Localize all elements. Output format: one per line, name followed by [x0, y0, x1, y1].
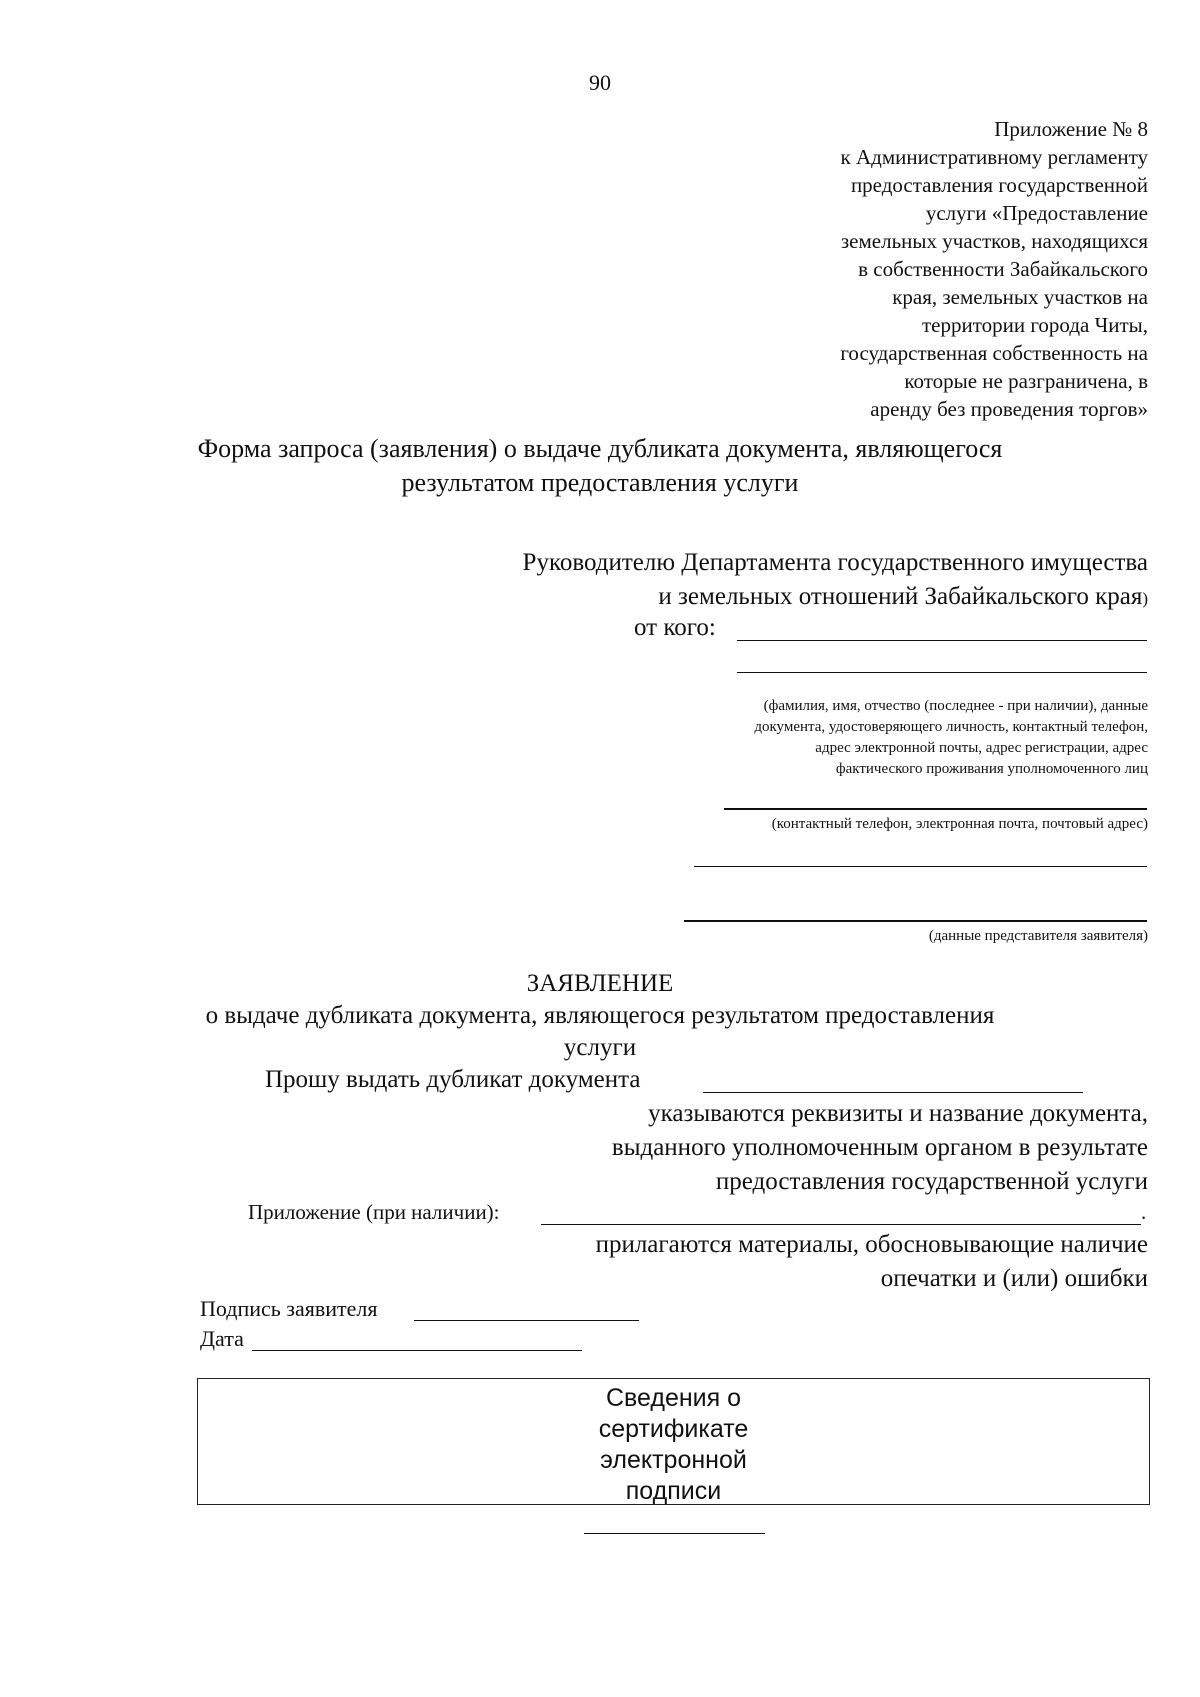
applicant-hint-line: документа, удостоверяющего личность, контактный телефон,	[754, 719, 1148, 735]
appendix-line: предоставления государственной	[850, 173, 1148, 197]
attachment-hint-line: прилагаются материалы, обосновывающие наличие	[595, 1231, 1148, 1258]
addressee-line2: и земельных отношений Забайкальского края	[658, 583, 1143, 610]
applicant-hint-line: адрес электронной почты, адрес регистрации, адрес	[815, 740, 1148, 756]
attachment-hint	[348, 1228, 1148, 1296]
appendix-line: аренду без проведения торгов»	[870, 397, 1148, 421]
closing-divider	[584, 1533, 765, 1534]
from-input-line-1[interactable]	[737, 640, 1147, 641]
request-hint-line: предоставления государственной услуги	[715, 1168, 1148, 1195]
appendix-line: края, земельных участков на	[892, 285, 1148, 309]
attachment-end: .	[1141, 1200, 1147, 1224]
request-hint	[348, 1097, 1148, 1199]
appendix-line: государственная собственность на	[840, 341, 1148, 365]
applicant-hint-line: фактического проживания уполномоченного лиц	[835, 761, 1148, 777]
applicant-hint	[628, 696, 1148, 780]
appendix-line: к Административному регламенту	[840, 145, 1148, 169]
appendix-line: Приложение № 8	[994, 117, 1148, 141]
form-title-line1: Форма запроса (заявления) о выдаче дубликата документа, являющегося	[197, 434, 1003, 463]
contact-hint: (контактный телефон, электронная почта, почтовый адрес)	[771, 816, 1148, 832]
from-label: от кого:	[634, 614, 716, 641]
attachment-hint-line: опечатки и (или) ошибки	[880, 1265, 1148, 1292]
appendix-line: в собственности Забайкальского	[858, 257, 1148, 281]
certificate-line: подписи	[625, 1477, 722, 1505]
appendix-line: которые не разграничена, в	[904, 369, 1148, 393]
statement-heading: ЗАЯВЛЕНИЕ	[526, 970, 674, 997]
appendix-line: земельных участков, находящихся	[840, 229, 1148, 253]
addressee-line2-suffix: )	[1142, 589, 1148, 608]
representative-hint: (данные представителя заявителя)	[928, 928, 1148, 944]
certificate-box	[197, 1378, 1150, 1505]
addressee-block	[248, 546, 1148, 616]
certificate-line: электронной	[600, 1446, 747, 1474]
appendix-line: услуги «Предоставление	[925, 201, 1148, 225]
addressee-line2-wrap	[248, 580, 1148, 616]
contact-input-line[interactable]	[724, 808, 1147, 810]
form-title-line2: результатом предоставления услуги	[401, 468, 799, 497]
from-input-line-2[interactable]	[737, 672, 1147, 673]
signature-input-line[interactable]	[414, 1320, 639, 1321]
addressee-line1: Руководителю Департамента государственного имущества	[522, 549, 1148, 576]
request-hint-line: указываются реквизиты и название документа,	[648, 1100, 1148, 1127]
signature-label: Подпись заявителя	[200, 1296, 378, 1321]
statement-subtitle-line1: о выдаче дубликата документа, являющегося результатом предоставления	[205, 1002, 995, 1029]
date-label: Дата	[200, 1326, 244, 1351]
appendix-line: территории города Читы,	[921, 313, 1148, 337]
extra-input-line[interactable]	[694, 866, 1147, 867]
attachment-label: Приложение (при наличии):	[248, 1200, 500, 1224]
certificate-line: сертификате	[598, 1415, 749, 1443]
certificate-box-text	[198, 1383, 1149, 1507]
representative-input-line[interactable]	[684, 920, 1147, 922]
attachment-input-line[interactable]	[541, 1224, 1141, 1225]
certificate-line: Сведения о	[605, 1384, 742, 1412]
request-hint-line: выданного уполномоченным органом в результате	[611, 1134, 1148, 1161]
statement-subtitle-line2: услуги	[563, 1034, 637, 1061]
applicant-hint-line: (фамилия, имя, отчество (последнее - при наличии), данные	[763, 698, 1148, 714]
date-input-line[interactable]	[252, 1350, 582, 1351]
appendix-header	[548, 115, 1148, 423]
request-label: Прошу выдать дубликат документа	[265, 1066, 641, 1093]
page-number: 90	[589, 70, 611, 95]
document-input-line[interactable]	[703, 1092, 1083, 1093]
form-title	[0, 432, 1200, 500]
